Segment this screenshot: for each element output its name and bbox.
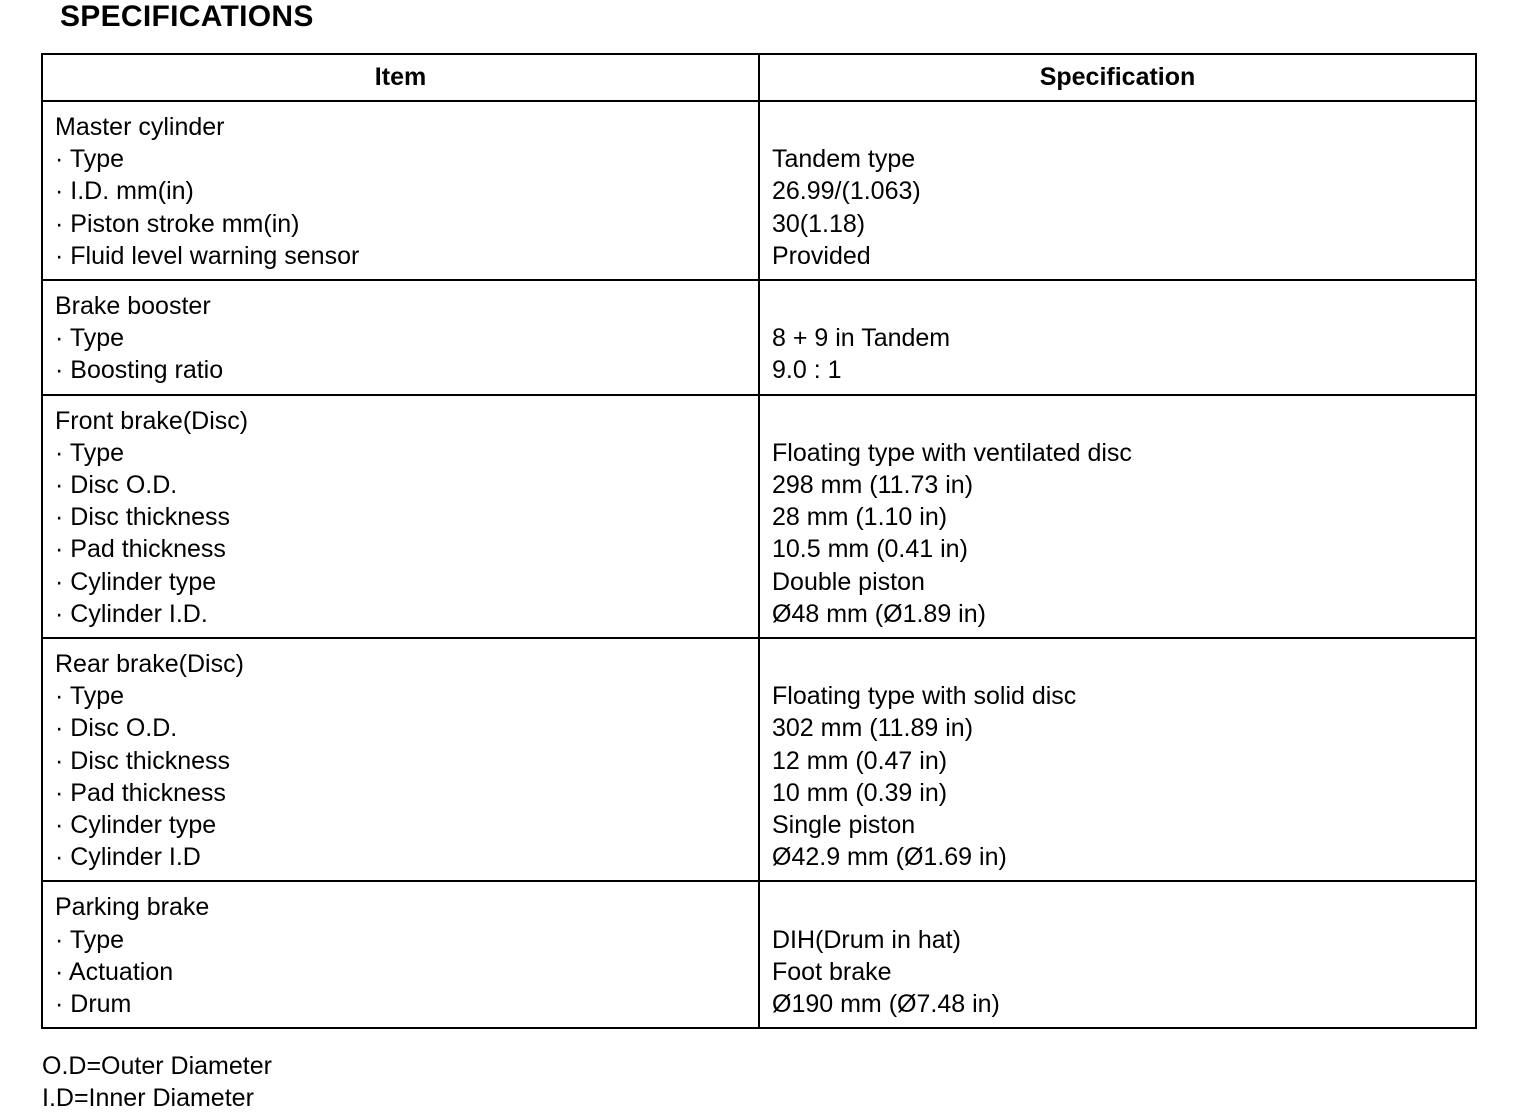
spec-item-label: · Cylinder type: [55, 567, 217, 596]
spec-item-label: · Disc O.D.: [55, 471, 178, 500]
specification-cell-rear-brake-disc: [759, 638, 1476, 881]
spec-item-value: Floating type with solid disc: [772, 682, 1077, 711]
specification-cell-front-brake-disc: [759, 395, 1476, 638]
spec-item-label: · Type: [55, 145, 125, 174]
spec-item-value: 9.0 : 1: [772, 356, 842, 385]
spec-item-value: 8 + 9 in Tandem: [772, 324, 951, 353]
spec-item-label: · Actuation: [55, 957, 174, 986]
spec-item-label: · Fluid level warning sensor: [55, 241, 360, 270]
spec-item-value: 10.5 mm (0.41 in): [772, 535, 968, 564]
section-heading-spacer: [772, 405, 1463, 437]
specification-column-header: Specification: [759, 54, 1476, 101]
item-cell-parking-brake: [42, 881, 759, 1028]
spec-item-label: · Type: [55, 438, 125, 467]
spec-item-label: · Piston stroke mm(in): [55, 209, 300, 238]
item-cell-rear-brake-disc: [42, 638, 759, 881]
table-row: [42, 280, 1476, 395]
spec-item-value: 28 mm (1.10 in): [772, 503, 948, 532]
section-heading-spacer: [772, 290, 1463, 322]
spec-item-value: 30(1.18): [772, 209, 866, 238]
spec-item-value: Tandem type: [772, 145, 916, 174]
spec-item-value: Provided: [772, 241, 871, 270]
table-row: [42, 638, 1476, 881]
spec-item-value: Single piston: [772, 811, 916, 840]
section-heading: Parking brake: [55, 893, 210, 922]
spec-item-value: Ø42.9 mm (Ø1.69 in): [772, 843, 1007, 872]
spec-item-label: · Type: [55, 324, 125, 353]
spec-item-value: Ø190 mm (Ø7.48 in): [772, 990, 1000, 1019]
table-row: [42, 101, 1476, 280]
spec-item-label: · Disc thickness: [55, 746, 231, 775]
spec-item-label: · Disc thickness: [55, 503, 231, 532]
item-cell-front-brake-disc: [42, 395, 759, 638]
table-header-row: [42, 54, 1476, 101]
spec-item-label: · Disc O.D.: [55, 714, 178, 743]
table-body: [42, 101, 1476, 1028]
spec-item-label: · Cylinder I.D.: [55, 599, 208, 628]
table-row: [42, 881, 1476, 1028]
spec-item-label: · Pad thickness: [55, 535, 226, 564]
spec-item-label: · I.D. mm(in): [55, 177, 194, 206]
spec-item-value: 12 mm (0.47 in): [772, 746, 948, 775]
spec-item-value: 302 mm (11.89 in): [772, 714, 974, 743]
spec-item-value: Ø48 mm (Ø1.89 in): [772, 599, 986, 628]
spec-item-value: 26.99/(1.063): [772, 177, 921, 206]
section-heading: Front brake(Disc): [55, 406, 249, 435]
item-column-header: Item: [42, 54, 759, 101]
spec-item-value: Foot brake: [772, 957, 892, 986]
spec-item-label: · Drum: [55, 990, 132, 1019]
spec-item-label: · Cylinder type: [55, 811, 217, 840]
section-heading-spacer: [772, 111, 1463, 143]
section-heading: Master cylinder: [55, 113, 225, 141]
spec-item-value: Double piston: [772, 567, 925, 596]
section-heading-spacer: [772, 648, 1463, 680]
spec-item-value: Floating type with ventilated disc: [772, 438, 1132, 467]
spec-item-label: · Pad thickness: [55, 778, 226, 807]
spec-item-value: 10 mm (0.39 in): [772, 778, 948, 807]
specifications-table: [41, 53, 1477, 1029]
footnotes: [42, 1050, 272, 1114]
section-heading: Rear brake(Disc): [55, 650, 244, 679]
page-title: SPECIFICATIONS: [60, 0, 314, 33]
spec-item-label: · Boosting ratio: [55, 356, 224, 385]
specification-cell-master-cylinder: [759, 101, 1476, 280]
section-heading: Brake booster: [55, 292, 211, 321]
spec-item-label: · Type: [55, 925, 125, 954]
footnote-outer-diameter: O.D=Outer Diameter: [42, 1052, 272, 1080]
section-heading-spacer: [772, 891, 1463, 923]
item-cell-master-cylinder: [42, 101, 759, 280]
spec-item-label: · Cylinder I.D: [55, 843, 201, 872]
specification-cell-brake-booster: [759, 280, 1476, 395]
spec-item-value: 298 mm (11.73 in): [772, 471, 974, 500]
table-row: [42, 395, 1476, 638]
spec-item-value: DIH(Drum in hat): [772, 925, 961, 954]
spec-item-label: · Type: [55, 682, 125, 711]
specification-cell-parking-brake: [759, 881, 1476, 1028]
item-cell-brake-booster: [42, 280, 759, 395]
footnote-inner-diameter: I.D=Inner Diameter: [42, 1084, 254, 1112]
